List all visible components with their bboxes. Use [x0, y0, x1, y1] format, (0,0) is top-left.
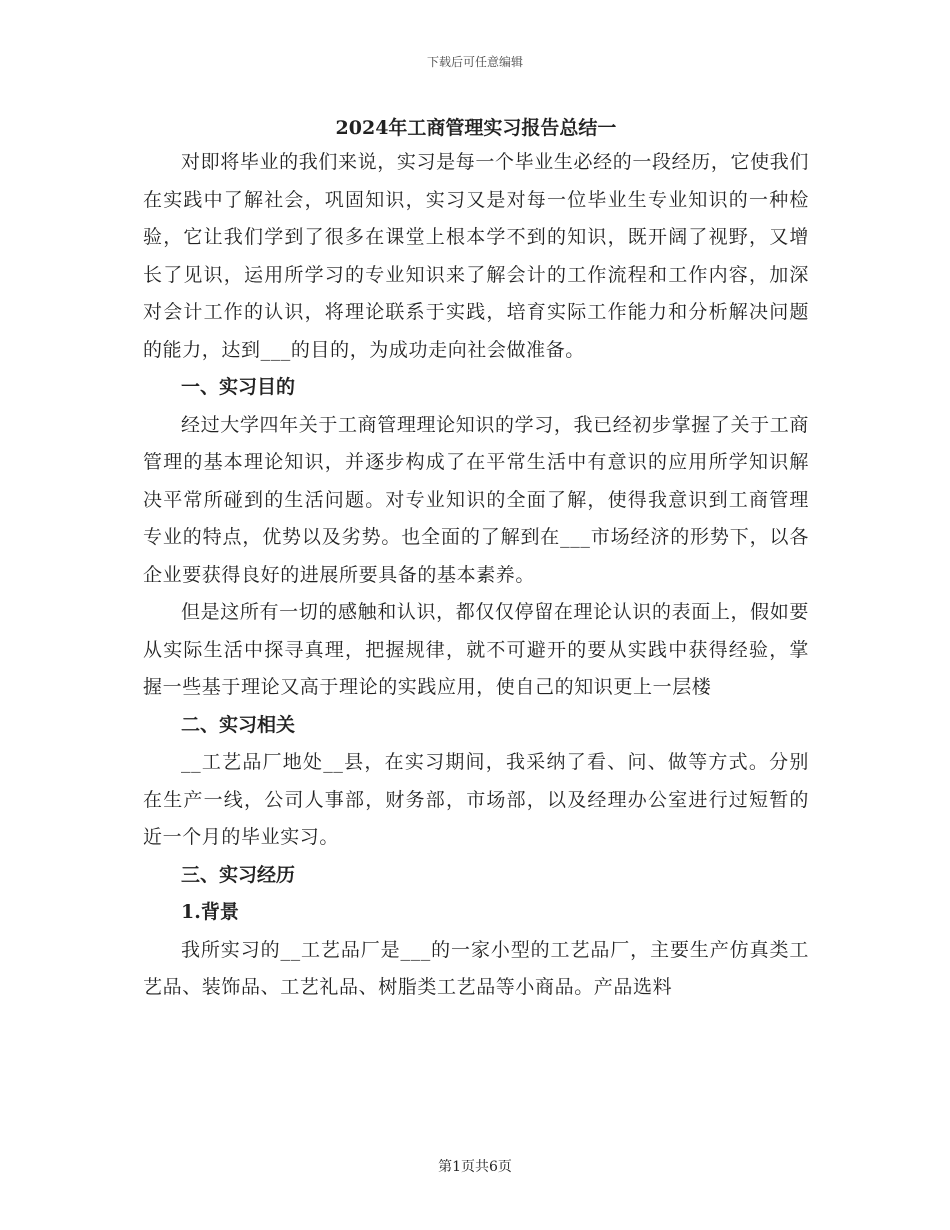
header-note: 下载后可任意编辑 [426, 55, 523, 69]
section-heading-purpose: 一、实习目的 [181, 376, 296, 398]
subsection-heading-background: 1.背景 [181, 901, 239, 923]
document-body [143, 112, 809, 1007]
page-footer: 第1页共6页 [438, 1159, 512, 1175]
paragraph-purpose-2: 但是这所有一切的感触和认识，都仅仅停留在理论认识的表面上，假如要从实际生活中探寻真理，把握规律，就不可避开的要从实践中获得经验，掌握一些基于理论又高于理论的实践应用，使自己的知识更上一层楼 [143, 601, 809, 698]
paragraph-intro: 对即将毕业的我们来说，实习是每一个毕业生必经的一段经历，它使我们在实践中了解社会，巩固知识，实习又是对每一位毕业生专业知识的一种检验，它让我们学到了很多在课堂上根本学不到的知识，既开阔了视野，又增长了见识，运用所学习的专业知识来了解会计的工作流程和工作内容，加深对会计工作的认识，将理论联系于实践，培育实际工作能力和分析解决问题的能力，达到___的目的，为成功走向社会做准备。 [143, 151, 809, 361]
section-heading-experience: 三、实习经历 [181, 863, 296, 886]
paragraph-background: 我所实习的__工艺品厂是___的一家小型的工艺品厂，主要生产仿真类工艺品、装饰品、工艺礼品、树脂类工艺品等小商品。产品选料 [143, 938, 809, 998]
paragraph-related: __工艺品厂地处__县，在实习期间，我采纳了看、问、做等方式。分别在生产一线，公司人事部，财务部，市场部，以及经理办公室进行过短暂的近一个月的毕业实习。 [143, 751, 809, 848]
paragraph-purpose-1: 经过大学四年关于工商管理理论知识的学习，我已经初步掌握了关于工商管理的基本理论知识，并逐步构成了在平常生活中有意识的应用所学知识解决平常所碰到的生活问题。对专业知识的全面了解，使得我意识到工商管理专业的特点，优势以及劣势。也全面的了解到在___市场经济的形势下，以各企业要获得良好的进展所要具备的基本素养。 [143, 413, 809, 586]
document-title: 2024年工商管理实习报告总结一 [335, 117, 617, 139]
section-heading-related: 二、实习相关 [181, 713, 296, 736]
